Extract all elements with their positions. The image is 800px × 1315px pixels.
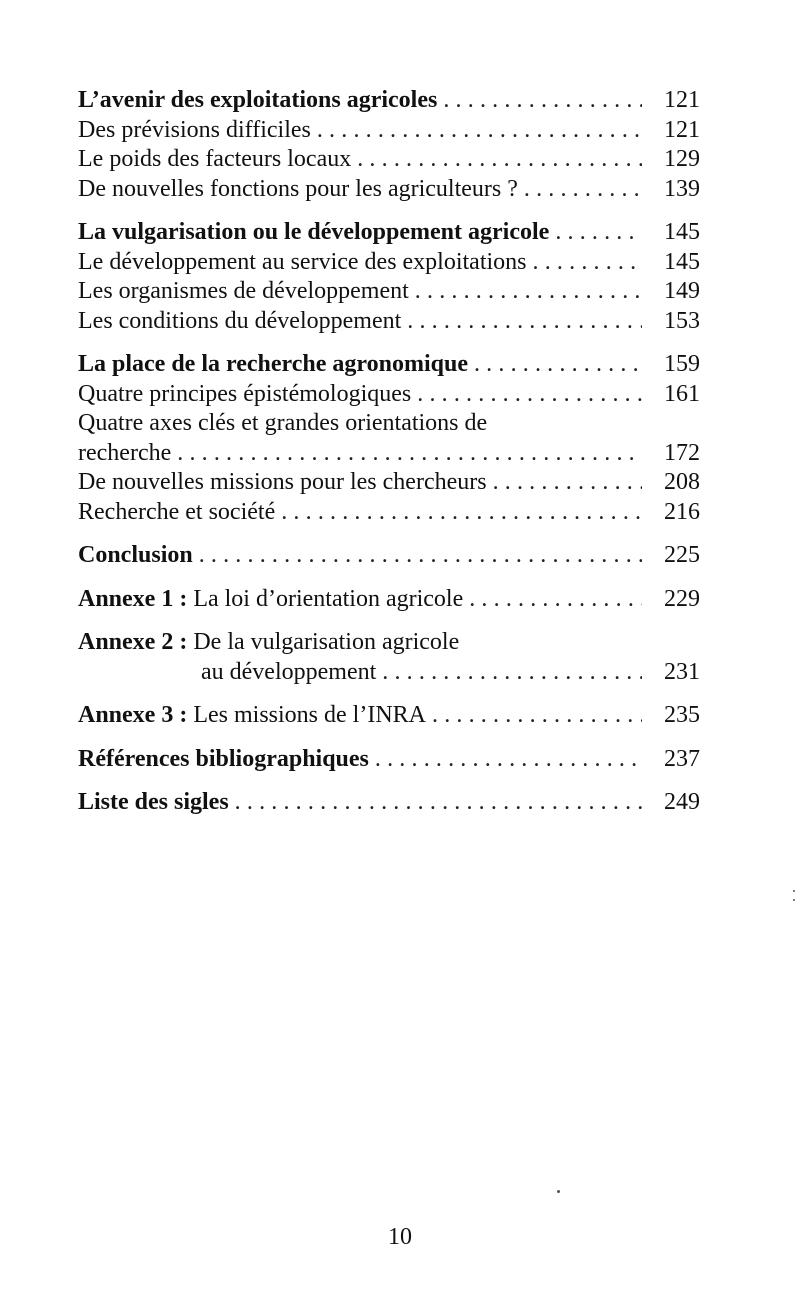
toc-entry[interactable] [78,380,700,410]
toc-entry[interactable] [78,277,700,307]
toc-page-number: 249 [664,789,700,815]
toc-sigles[interactable] [78,788,700,818]
annexe-label: Annexe 1 : [78,585,188,612]
toc-entry-title: Quatre principes épistémologiques [78,380,412,407]
scan-speck [793,899,795,901]
toc-page-number: 216 [664,498,700,525]
toc-entry-title: Les organismes de développement [78,278,409,304]
toc-page-number: 235 [664,702,700,728]
dot-leader [518,175,642,205]
toc-page-number: 153 [664,307,700,334]
annexe-title-text: Les missions de l’ [193,702,368,728]
toc-annexe-title [78,701,426,731]
toc-entry[interactable] [78,307,700,337]
toc-section-heading[interactable] [78,218,700,248]
toc-page-number: 145 [664,219,700,245]
toc-entry-title: Le développement au service des exploitations [78,248,527,275]
table-of-contents [78,86,700,818]
dot-leader [351,145,642,175]
dot-leader [463,585,642,615]
annexe-title-abbr: INRA [367,702,426,728]
toc-heading-title: Références bibliographiques [78,745,369,772]
annexe-title-text: La loi d’orientation agricole [193,585,464,612]
dot-leader [376,658,642,688]
annexe-label: Annexe 3 : [78,702,188,728]
toc-entry-title: De nouvelles fonctions pour les agriculteurs ? [78,175,518,202]
toc-section-heading[interactable] [78,86,700,116]
toc-heading-title: Conclusion [78,542,193,568]
toc-entry-title: Des prévisions difficiles [78,116,311,143]
toc-entry[interactable] [78,248,700,278]
toc-page-number: 121 [664,87,700,113]
toc-heading-title: L’avenir des exploitations agricoles [78,87,438,113]
dot-leader [171,439,642,469]
dot-leader [487,468,642,498]
toc-annexe-1[interactable] [78,585,700,615]
dot-leader [527,248,642,278]
page-number: 10 [388,1224,412,1250]
toc-page-number: 231 [664,658,700,685]
toc-entry-title: Le poids des facteurs locaux [78,146,352,172]
dot-leader [468,350,642,380]
toc-entry[interactable] [78,145,700,175]
toc-page-number: 229 [664,585,700,612]
dot-leader [401,307,642,337]
scan-speck [793,890,795,892]
toc-heading-title: La vulgarisation ou le développement agricole [78,219,550,245]
toc-entry[interactable] [78,439,700,469]
toc-references[interactable] [78,745,700,775]
dot-leader [411,380,642,410]
dot-leader [369,745,642,775]
toc-page-number: 237 [664,745,700,772]
toc-page-number: 161 [664,380,700,407]
scan-speck [557,1190,560,1193]
toc-page-number: 121 [664,116,700,143]
toc-annexe-3[interactable] [78,701,700,731]
toc-conclusion[interactable] [78,541,700,571]
dot-leader [229,788,642,818]
toc-annexe-title [78,585,463,615]
toc-heading-title: La place de la recherche agronomique [78,351,468,377]
toc-page-number: 149 [664,278,700,304]
toc-page-number: 208 [664,469,700,495]
toc-page-number: 225 [664,542,700,568]
dot-leader [437,86,642,116]
toc-entry-title: Les conditions du développement [78,307,402,334]
toc-entry[interactable] [78,498,700,528]
toc-entry[interactable] [78,468,700,498]
annexe-label: Annexe 2 : [78,629,188,655]
toc-entry-title: Recherche et société [78,498,276,525]
dot-leader [549,218,642,248]
toc-page-number: 139 [664,175,700,202]
toc-entry-title-continued: recherche [78,439,172,466]
dot-leader [426,701,642,731]
toc-page-number: 172 [664,439,700,466]
toc-section-heading[interactable] [78,350,700,380]
toc-entry-title-line[interactable]: Quatre axes clés et grandes orientations de [78,410,488,436]
dot-leader [193,541,642,571]
dot-leader [311,116,642,146]
annexe-title-continued: au développement [201,658,377,685]
dot-leader [275,498,642,528]
toc-entry-title: De nouvelles missions pour les chercheurs [78,469,487,495]
toc-page-number: 159 [664,351,700,377]
toc-annexe-2-line[interactable] [78,628,700,658]
toc-heading-title: Liste des sigles [78,789,229,815]
toc-page-number: 145 [664,248,700,275]
toc-page-number: 129 [664,146,700,172]
toc-entry[interactable] [78,175,700,205]
toc-entry[interactable] [78,116,700,146]
toc-annexe-2[interactable] [78,658,700,688]
annexe-title-text: De la vulgarisation agricole [193,629,460,655]
dot-leader [409,277,642,307]
